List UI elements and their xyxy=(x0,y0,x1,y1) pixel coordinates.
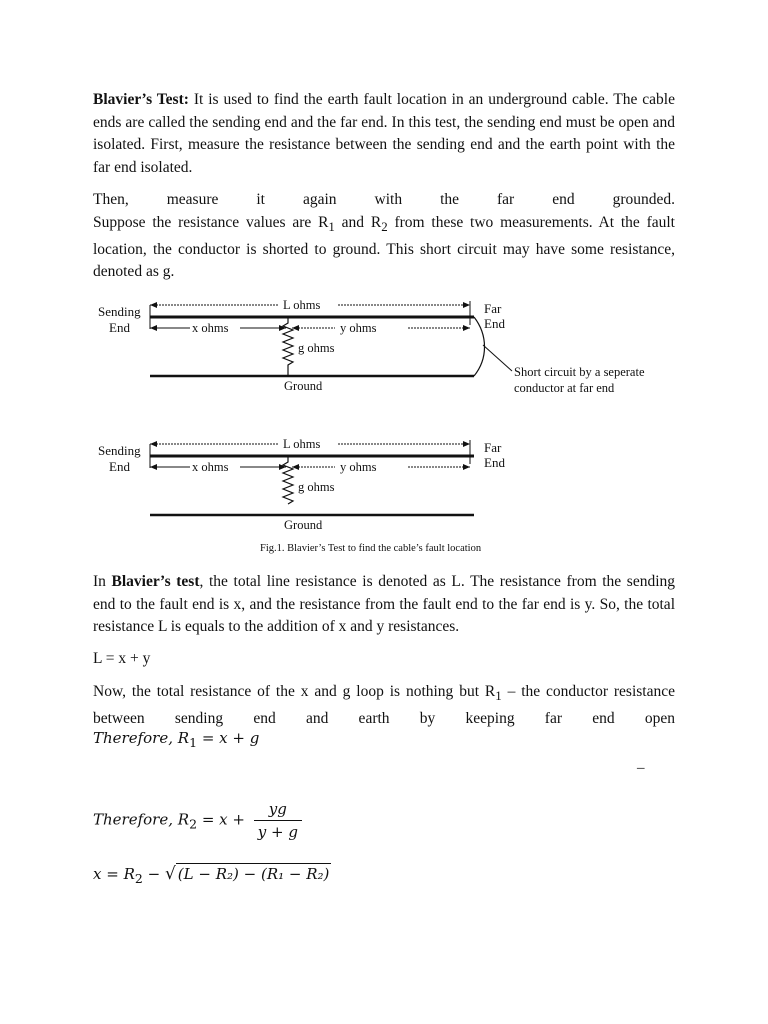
d2-x-label: x ohms xyxy=(192,460,229,474)
d2-sending-2: End xyxy=(109,459,130,474)
cable-diagram-2 xyxy=(90,434,690,534)
para3-bold: Blavier’s test xyxy=(111,573,200,590)
d2-ground-label: Ground xyxy=(284,518,323,532)
para3 xyxy=(93,571,675,639)
para2-sub1: 1 xyxy=(328,219,335,235)
eq2-lhs: R xyxy=(177,810,190,829)
cable-diagram-1 xyxy=(90,295,690,400)
d2-far-2: End xyxy=(484,455,505,470)
intro-text: It is used to find the earth fault location in an underground cable. The cable ends are called the sending end and the far end. In this test, the sending end must be open and isolated. First, measure the resistance between the sending end and the earth point with the far end isolated. xyxy=(93,91,675,176)
stray-dash: – xyxy=(637,760,645,776)
d1-sending-2: End xyxy=(109,320,130,335)
d1-g-label: g ohms xyxy=(298,341,335,355)
d1-far-2: End xyxy=(484,316,505,331)
equation-l: L = x + y xyxy=(93,650,151,667)
intro-paragraph xyxy=(93,89,675,179)
d1-sending-1: Sending xyxy=(98,304,141,319)
d1-y-label: y ohms xyxy=(340,321,377,335)
d1-short-note-1: Short circuit by a seperate xyxy=(514,365,645,379)
eq2-lhs-sub: 2 xyxy=(189,816,198,832)
eq2-numerator: yg xyxy=(254,800,302,821)
d2-l-label: L ohms xyxy=(283,437,321,451)
d2-g-label: g ohms xyxy=(298,480,335,494)
para3-pre: In xyxy=(93,573,112,590)
para2-line1: Then, measure it again with the far end grounded. xyxy=(93,191,675,208)
para2-sub2: 2 xyxy=(381,219,388,235)
eq3-lhs-sub: 2 xyxy=(134,871,143,886)
eq1-rhs: = x + g xyxy=(201,729,260,747)
d1-short-note-2: conductor at far end xyxy=(514,381,615,395)
d2-y-label: y ohms xyxy=(340,460,377,474)
para3-text: , the total line resistance is denoted as L. The resistance from the sending end to the fault end is x, and the resistance from the fault end to the far end is y. So, the total resistance L is equals to the addition of x and y resistances. xyxy=(93,573,676,636)
d1-x-label: x ohms xyxy=(192,321,229,335)
eq1-lhs-sub: 1 xyxy=(189,735,198,750)
para4-sub1: 1 xyxy=(495,688,502,704)
figure-caption: Fig.1. Blavier’s Test to find the cable’s fault location xyxy=(260,543,482,554)
eq3-lhs: x = R xyxy=(93,865,135,883)
para2-text-c: from these two measurements. At the fault location, the conductor is shorted to ground. This short circuit may have some resistance, denoted as g. xyxy=(93,214,675,281)
d2-far-1: Far xyxy=(484,440,502,455)
para4-text-b: – the conductor resistance between sending end and earth by keeping far end open xyxy=(93,683,675,727)
eq2-eq: = x + xyxy=(201,810,245,829)
eq2-word: Therefore, xyxy=(93,810,173,829)
d1-ground-label: Ground xyxy=(284,379,323,393)
equation-x xyxy=(93,864,331,886)
para4-text-a: Now, the total resistance of the x and g loop is nothing but R xyxy=(93,683,496,700)
para2-body xyxy=(93,212,675,284)
para4 xyxy=(93,681,675,730)
equation-r2 xyxy=(93,800,306,841)
eq3-radicand: (L − R₂) − (R₁ − R₂) xyxy=(177,865,330,883)
d1-far-1: Far xyxy=(484,301,502,316)
sqrt-sign: √ xyxy=(164,864,176,884)
para2-text-b: and R xyxy=(334,214,382,231)
d2-sending-1: Sending xyxy=(98,443,141,458)
para2-text-a: Suppose the resistance values are R xyxy=(93,214,329,231)
eq1-lhs: R xyxy=(177,729,190,747)
d1-l-label: L ohms xyxy=(283,298,321,312)
eq2-fraction xyxy=(254,800,302,841)
intro-heading: Blavier’s Test: xyxy=(93,91,189,108)
eq1-word: Therefore, xyxy=(93,729,173,747)
eq2-denominator: y + g xyxy=(257,823,298,841)
equation-r1 xyxy=(93,729,259,750)
eq3-minus: − xyxy=(147,865,161,883)
